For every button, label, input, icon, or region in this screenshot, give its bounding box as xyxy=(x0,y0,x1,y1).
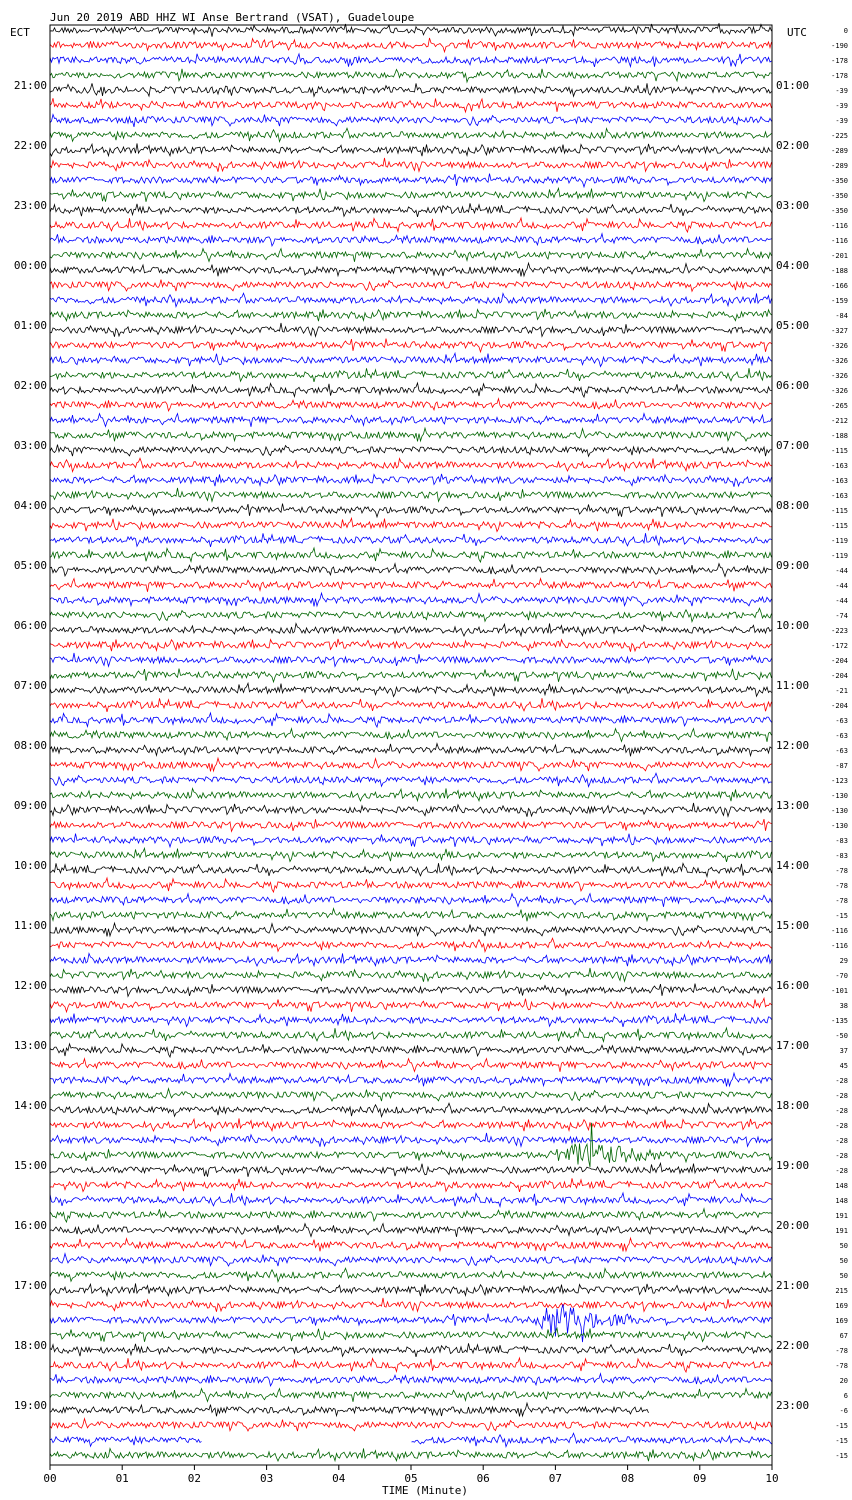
row-offset-label: -44 xyxy=(835,582,848,590)
row-offset-label: -39 xyxy=(835,117,848,125)
seismic-trace-row-67 xyxy=(50,1028,772,1042)
right-hour-label: 23:00 xyxy=(776,1399,810,1412)
row-offset-label: 20 xyxy=(839,1377,848,1385)
row-offset-label: 50 xyxy=(839,1242,848,1250)
seismic-trace-row-65 xyxy=(50,998,772,1012)
seismic-trace-row-17 xyxy=(50,280,772,292)
x-tick-label: 05 xyxy=(404,1472,418,1485)
row-offset-label: -225 xyxy=(831,132,848,140)
row-offset-label: -123 xyxy=(831,777,848,785)
left-hour-label: 12:00 xyxy=(13,979,47,992)
seismic-trace-row-43 xyxy=(50,669,772,682)
seismic-trace-row-21 xyxy=(50,339,772,352)
right-hour-label: 19:00 xyxy=(776,1159,810,1172)
row-offset-label: -326 xyxy=(831,387,848,395)
row-offset-label: -326 xyxy=(831,372,848,380)
seismic-trace-row-38 xyxy=(50,593,772,606)
right-hour-label: 18:00 xyxy=(776,1099,810,1112)
seismic-trace-row-3 xyxy=(50,69,772,82)
right-hour-label: 22:00 xyxy=(776,1339,810,1352)
seismic-trace-row-52 xyxy=(50,803,772,817)
seismic-trace-row-82 xyxy=(50,1254,772,1267)
seismic-trace-row-24 xyxy=(50,383,772,397)
right-hour-label: 05:00 xyxy=(776,319,810,332)
seismic-trace-row-5 xyxy=(50,98,772,112)
seismic-trace-row-41 xyxy=(50,639,772,652)
seismic-trace-row-28 xyxy=(50,445,772,457)
left-hour-label: 07:00 xyxy=(13,679,47,692)
left-hour-label: 15:00 xyxy=(13,1159,47,1172)
seismic-trace-row-16 xyxy=(50,263,772,276)
left-axis-label: ECT xyxy=(10,26,30,39)
seismic-trace-row-6 xyxy=(50,115,772,127)
row-offset-label: -130 xyxy=(831,822,848,830)
right-hour-label: 17:00 xyxy=(776,1039,810,1052)
right-hour-label: 13:00 xyxy=(776,799,810,812)
row-offset-label: -163 xyxy=(831,462,848,470)
row-offset-label: -178 xyxy=(831,57,848,65)
chart-title: Jun 20 2019 ABD HHZ WI Anse Bertrand (VSAT), Guadeloupe xyxy=(50,11,415,24)
row-offset-label: -130 xyxy=(831,807,848,815)
row-offset-label: 37 xyxy=(839,1047,848,1055)
row-offset-label: 191 xyxy=(835,1227,848,1235)
row-offset-label: -163 xyxy=(831,492,848,500)
row-offset-label: -115 xyxy=(831,522,848,530)
left-hour-labels xyxy=(14,79,47,1412)
seismic-trace-row-93 xyxy=(50,1419,772,1432)
row-offset-label: 148 xyxy=(835,1197,848,1205)
row-offset-label: -163 xyxy=(831,477,848,485)
row-offset-label: 50 xyxy=(839,1272,848,1280)
left-hour-label: 10:00 xyxy=(13,859,47,872)
x-tick-label: 10 xyxy=(765,1472,779,1485)
seismic-trace-row-55 xyxy=(50,848,772,862)
row-offset-label: 169 xyxy=(835,1302,848,1310)
row-offset-label: -15 xyxy=(835,1437,848,1445)
row-offset-label: -15 xyxy=(835,912,848,920)
x-axis-ticks xyxy=(43,1465,778,1485)
row-offset-label: -84 xyxy=(835,312,848,320)
seismic-trace-row-91 xyxy=(50,1389,772,1402)
left-hour-label: 09:00 xyxy=(13,799,47,812)
row-offset-label: -39 xyxy=(835,102,848,110)
row-offset-label: -15 xyxy=(835,1422,848,1430)
row-offset-label: -116 xyxy=(831,942,848,950)
x-tick-label: 00 xyxy=(43,1472,57,1485)
right-hour-label: 07:00 xyxy=(776,439,810,452)
seismic-trace-row-8 xyxy=(50,143,772,156)
seismic-trace-row-46 xyxy=(50,713,772,727)
seismic-trace-row-32 xyxy=(50,504,772,517)
seismic-trace-row-13 xyxy=(50,218,772,232)
seismic-trace-row-1 xyxy=(50,38,772,52)
row-offset-label: -119 xyxy=(831,552,848,560)
seismic-trace-row-70 xyxy=(50,1073,772,1086)
seismic-trace-row-62 xyxy=(50,953,772,966)
seismic-trace-row-51 xyxy=(50,788,772,801)
x-tick-label: 06 xyxy=(476,1472,490,1485)
x-axis-label: TIME (Minute) xyxy=(381,1484,469,1497)
row-offset-label: -172 xyxy=(831,642,848,650)
seismic-trace-row-11 xyxy=(50,188,772,202)
seismic-trace-row-84 xyxy=(50,1283,772,1296)
row-offset-label: -265 xyxy=(831,402,848,410)
seismic-trace-row-7 xyxy=(50,128,772,141)
seismic-trace-row-37 xyxy=(50,579,772,592)
seismic-trace-row-68 xyxy=(50,1044,772,1057)
seismic-trace-row-25 xyxy=(50,399,772,411)
seismic-trace-row-79 xyxy=(50,1209,772,1222)
seismic-trace-row-60 xyxy=(50,923,772,936)
seismic-trace-row-71 xyxy=(50,1089,772,1102)
row-offset-label: 29 xyxy=(839,957,848,965)
left-hour-label: 13:00 xyxy=(13,1039,47,1052)
left-hour-label: 18:00 xyxy=(13,1339,47,1352)
seismic-trace-row-42 xyxy=(50,653,772,666)
left-hour-label: 01:00 xyxy=(13,319,47,332)
x-tick-label: 04 xyxy=(332,1472,346,1485)
seismic-trace-row-77 xyxy=(50,1178,772,1192)
seismic-trace-row-95 xyxy=(50,1448,772,1461)
row-offset-label: -83 xyxy=(835,852,848,860)
row-offset-label: -78 xyxy=(835,897,848,905)
x-tick-label: 09 xyxy=(693,1472,707,1485)
seismic-trace-row-64 xyxy=(50,984,772,997)
seismic-trace-row-78 xyxy=(50,1193,772,1207)
seismic-trace-row-53 xyxy=(50,819,772,831)
seismic-trace-row-58 xyxy=(50,894,772,907)
row-offset-label: -15 xyxy=(835,1452,848,1460)
seismic-trace-row-40 xyxy=(50,623,772,636)
seismic-trace-row-19 xyxy=(50,309,772,321)
row-offset-label: -326 xyxy=(831,342,848,350)
seismic-trace-row-88 xyxy=(50,1343,772,1357)
x-tick-label: 08 xyxy=(620,1472,635,1485)
seismic-trace-row-61 xyxy=(50,938,772,951)
seismic-trace-row-20 xyxy=(50,323,772,337)
row-offset-label: -350 xyxy=(831,177,848,185)
row-offset-label: -39 xyxy=(835,87,848,95)
seismic-trace-row-39 xyxy=(50,608,772,621)
seismic-trace-row-33 xyxy=(50,518,772,531)
row-offset-label: -83 xyxy=(835,837,848,845)
right-hour-label: 15:00 xyxy=(776,919,810,932)
row-offset-label: -190 xyxy=(831,42,848,50)
right-hour-label: 21:00 xyxy=(776,1279,810,1292)
row-offset-label: -116 xyxy=(831,222,848,230)
left-hour-label: 08:00 xyxy=(13,739,47,752)
seismic-trace-row-2 xyxy=(50,54,772,67)
seismic-trace-row-27 xyxy=(50,428,772,441)
right-axis-label: UTC xyxy=(787,26,807,39)
right-hour-label: 06:00 xyxy=(776,379,810,392)
row-offset-label: -70 xyxy=(835,972,848,980)
right-hour-label: 02:00 xyxy=(776,139,810,152)
left-hour-label: 04:00 xyxy=(13,499,47,512)
right-hour-label: 03:00 xyxy=(776,199,810,212)
seismic-trace-row-73 xyxy=(50,1118,772,1131)
left-hour-label: 17:00 xyxy=(13,1279,47,1292)
row-offset-label: -28 xyxy=(835,1167,848,1175)
row-offset-label: -78 xyxy=(835,882,848,890)
row-offset-label: -6 xyxy=(839,1407,848,1415)
seismic-trace-row-54 xyxy=(50,834,772,847)
seismic-trace-row-14 xyxy=(50,234,772,246)
row-offset-labels xyxy=(831,27,848,1460)
right-hour-label: 11:00 xyxy=(776,679,810,692)
row-offset-label: -78 xyxy=(835,867,848,875)
seismic-trace-row-74 xyxy=(50,1133,772,1147)
seismic-trace-row-92 xyxy=(50,1403,649,1416)
row-offset-label: -350 xyxy=(831,192,848,200)
seismic-trace-row-34 xyxy=(50,533,772,547)
seismic-trace-row-76 xyxy=(50,1163,772,1177)
seismic-trace-row-9 xyxy=(50,158,772,172)
seismic-trace-row-23 xyxy=(50,368,772,382)
row-offset-label: -28 xyxy=(835,1137,848,1145)
seismic-trace-row-57 xyxy=(50,878,772,892)
row-offset-label: -135 xyxy=(831,1017,848,1025)
seismic-trace-row-12 xyxy=(50,203,772,217)
seismic-trace-row-69 xyxy=(50,1059,772,1072)
left-hour-label: 02:00 xyxy=(13,379,47,392)
row-offset-label: -327 xyxy=(831,327,848,335)
row-offset-label: -21 xyxy=(835,687,848,695)
row-offset-label: 67 xyxy=(839,1332,848,1340)
row-offset-label: -63 xyxy=(835,732,848,740)
row-offset-label: -74 xyxy=(835,612,848,620)
left-hour-label: 19:00 xyxy=(13,1399,47,1412)
row-offset-label: -87 xyxy=(835,762,848,770)
left-hour-label: 06:00 xyxy=(13,619,47,632)
row-offset-label: -350 xyxy=(831,207,848,215)
left-hour-label: 11:00 xyxy=(13,919,47,932)
row-offset-label: 0 xyxy=(843,27,848,35)
row-offset-label: 45 xyxy=(839,1062,848,1070)
row-offset-label: -44 xyxy=(835,597,848,605)
seismic-trace-row-49 xyxy=(50,758,772,771)
row-offset-label: -63 xyxy=(835,747,848,755)
seismic-trace-row-29 xyxy=(50,458,772,471)
row-offset-label: -204 xyxy=(831,702,848,710)
row-offset-label: -28 xyxy=(835,1092,848,1100)
right-hour-label: 14:00 xyxy=(776,859,810,872)
row-offset-label: -115 xyxy=(831,447,848,455)
seismic-trace-row-36 xyxy=(50,564,772,577)
seismic-trace-row-83 xyxy=(50,1268,772,1281)
seismic-trace-row-90 xyxy=(50,1374,772,1386)
seismic-trace-row-47 xyxy=(50,729,772,742)
left-hour-label: 03:00 xyxy=(13,439,47,452)
row-offset-label: -63 xyxy=(835,717,848,725)
left-hour-label: 21:00 xyxy=(13,79,47,92)
seismic-trace-row-48 xyxy=(50,744,772,757)
row-offset-label: -115 xyxy=(831,507,848,515)
left-hour-label: 05:00 xyxy=(13,559,47,572)
row-offset-label: -28 xyxy=(835,1077,848,1085)
right-hour-labels xyxy=(776,79,809,1412)
seismic-trace-row-30 xyxy=(50,474,772,487)
row-offset-label: -50 xyxy=(835,1032,848,1040)
seismic-trace-row-59 xyxy=(50,909,772,922)
row-offset-label: 148 xyxy=(835,1182,848,1190)
row-offset-label: -223 xyxy=(831,627,848,635)
seismic-trace-row-94 xyxy=(50,1433,772,1446)
row-offset-label: -78 xyxy=(835,1347,848,1355)
right-hour-label: 09:00 xyxy=(776,559,810,572)
row-offset-label: -166 xyxy=(831,282,848,290)
row-offset-label: 6 xyxy=(843,1392,848,1400)
row-offset-label: 169 xyxy=(835,1317,848,1325)
seismic-trace-row-87 xyxy=(50,1328,772,1342)
row-offset-label: 50 xyxy=(839,1257,848,1265)
row-offset-label: -204 xyxy=(831,657,848,665)
row-offset-label: -289 xyxy=(831,162,848,170)
right-hour-label: 08:00 xyxy=(776,499,810,512)
seismic-trace-row-35 xyxy=(50,548,772,562)
seismic-trace-row-45 xyxy=(50,698,772,712)
seismic-trace-row-22 xyxy=(50,353,772,366)
seismic-trace-row-75 xyxy=(50,1123,772,1167)
right-hour-label: 04:00 xyxy=(776,259,810,272)
row-offset-label: -116 xyxy=(831,927,848,935)
left-hour-label: 16:00 xyxy=(13,1219,47,1232)
seismic-trace-row-80 xyxy=(50,1224,772,1237)
row-offset-label: -28 xyxy=(835,1122,848,1130)
row-offset-label: 191 xyxy=(835,1212,848,1220)
row-offset-label: 215 xyxy=(835,1287,848,1295)
row-offset-label: -28 xyxy=(835,1107,848,1115)
seismic-trace-row-18 xyxy=(50,293,772,306)
row-offset-label: -130 xyxy=(831,792,848,800)
left-hour-label: 00:00 xyxy=(13,259,47,272)
right-hour-label: 12:00 xyxy=(776,739,810,752)
seismic-trace-row-56 xyxy=(50,863,772,876)
x-tick-label: 02 xyxy=(187,1472,202,1485)
seismic-trace-row-26 xyxy=(50,414,772,427)
left-hour-label: 23:00 xyxy=(13,199,47,212)
seismic-trace-row-44 xyxy=(50,683,772,696)
row-offset-label: -178 xyxy=(831,72,848,80)
row-offset-label: -28 xyxy=(835,1152,848,1160)
seismic-trace-row-4 xyxy=(50,83,772,96)
seismic-trace-row-72 xyxy=(50,1103,772,1116)
seismic-trace-row-66 xyxy=(50,1013,772,1027)
row-offset-label: 38 xyxy=(839,1002,848,1010)
seismic-trace-row-31 xyxy=(50,488,772,501)
right-hour-label: 01:00 xyxy=(776,79,810,92)
row-offset-label: -188 xyxy=(831,432,848,440)
seismic-trace-row-89 xyxy=(50,1358,772,1372)
trace-group xyxy=(50,23,772,1461)
right-hour-label: 10:00 xyxy=(776,619,810,632)
row-offset-label: -289 xyxy=(831,147,848,155)
row-offset-label: -119 xyxy=(831,537,848,545)
x-tick-label: 03 xyxy=(259,1472,274,1485)
right-hour-label: 16:00 xyxy=(776,979,810,992)
row-offset-label: -204 xyxy=(831,672,848,680)
seismic-trace-row-15 xyxy=(50,249,772,262)
x-tick-label: 01 xyxy=(115,1472,129,1485)
row-offset-label: -188 xyxy=(831,267,848,275)
row-offset-label: -116 xyxy=(831,237,848,245)
right-hour-label: 20:00 xyxy=(776,1219,810,1232)
row-offset-label: -212 xyxy=(831,417,848,425)
row-offset-label: -44 xyxy=(835,567,848,575)
seismic-trace-row-85 xyxy=(50,1298,772,1312)
seismic-trace-row-50 xyxy=(50,773,772,786)
x-tick-label: 07 xyxy=(548,1472,563,1485)
seismic-trace-row-10 xyxy=(50,174,772,187)
seismic-trace-row-63 xyxy=(50,968,772,982)
seismic-trace-row-81 xyxy=(50,1238,772,1251)
row-offset-label: -78 xyxy=(835,1362,848,1370)
row-offset-label: -101 xyxy=(831,987,848,995)
left-hour-label: 22:00 xyxy=(13,139,47,152)
row-offset-label: -159 xyxy=(831,297,848,305)
row-offset-label: -201 xyxy=(831,252,848,260)
row-offset-label: -326 xyxy=(831,357,848,365)
left-hour-label: 14:00 xyxy=(13,1099,47,1112)
